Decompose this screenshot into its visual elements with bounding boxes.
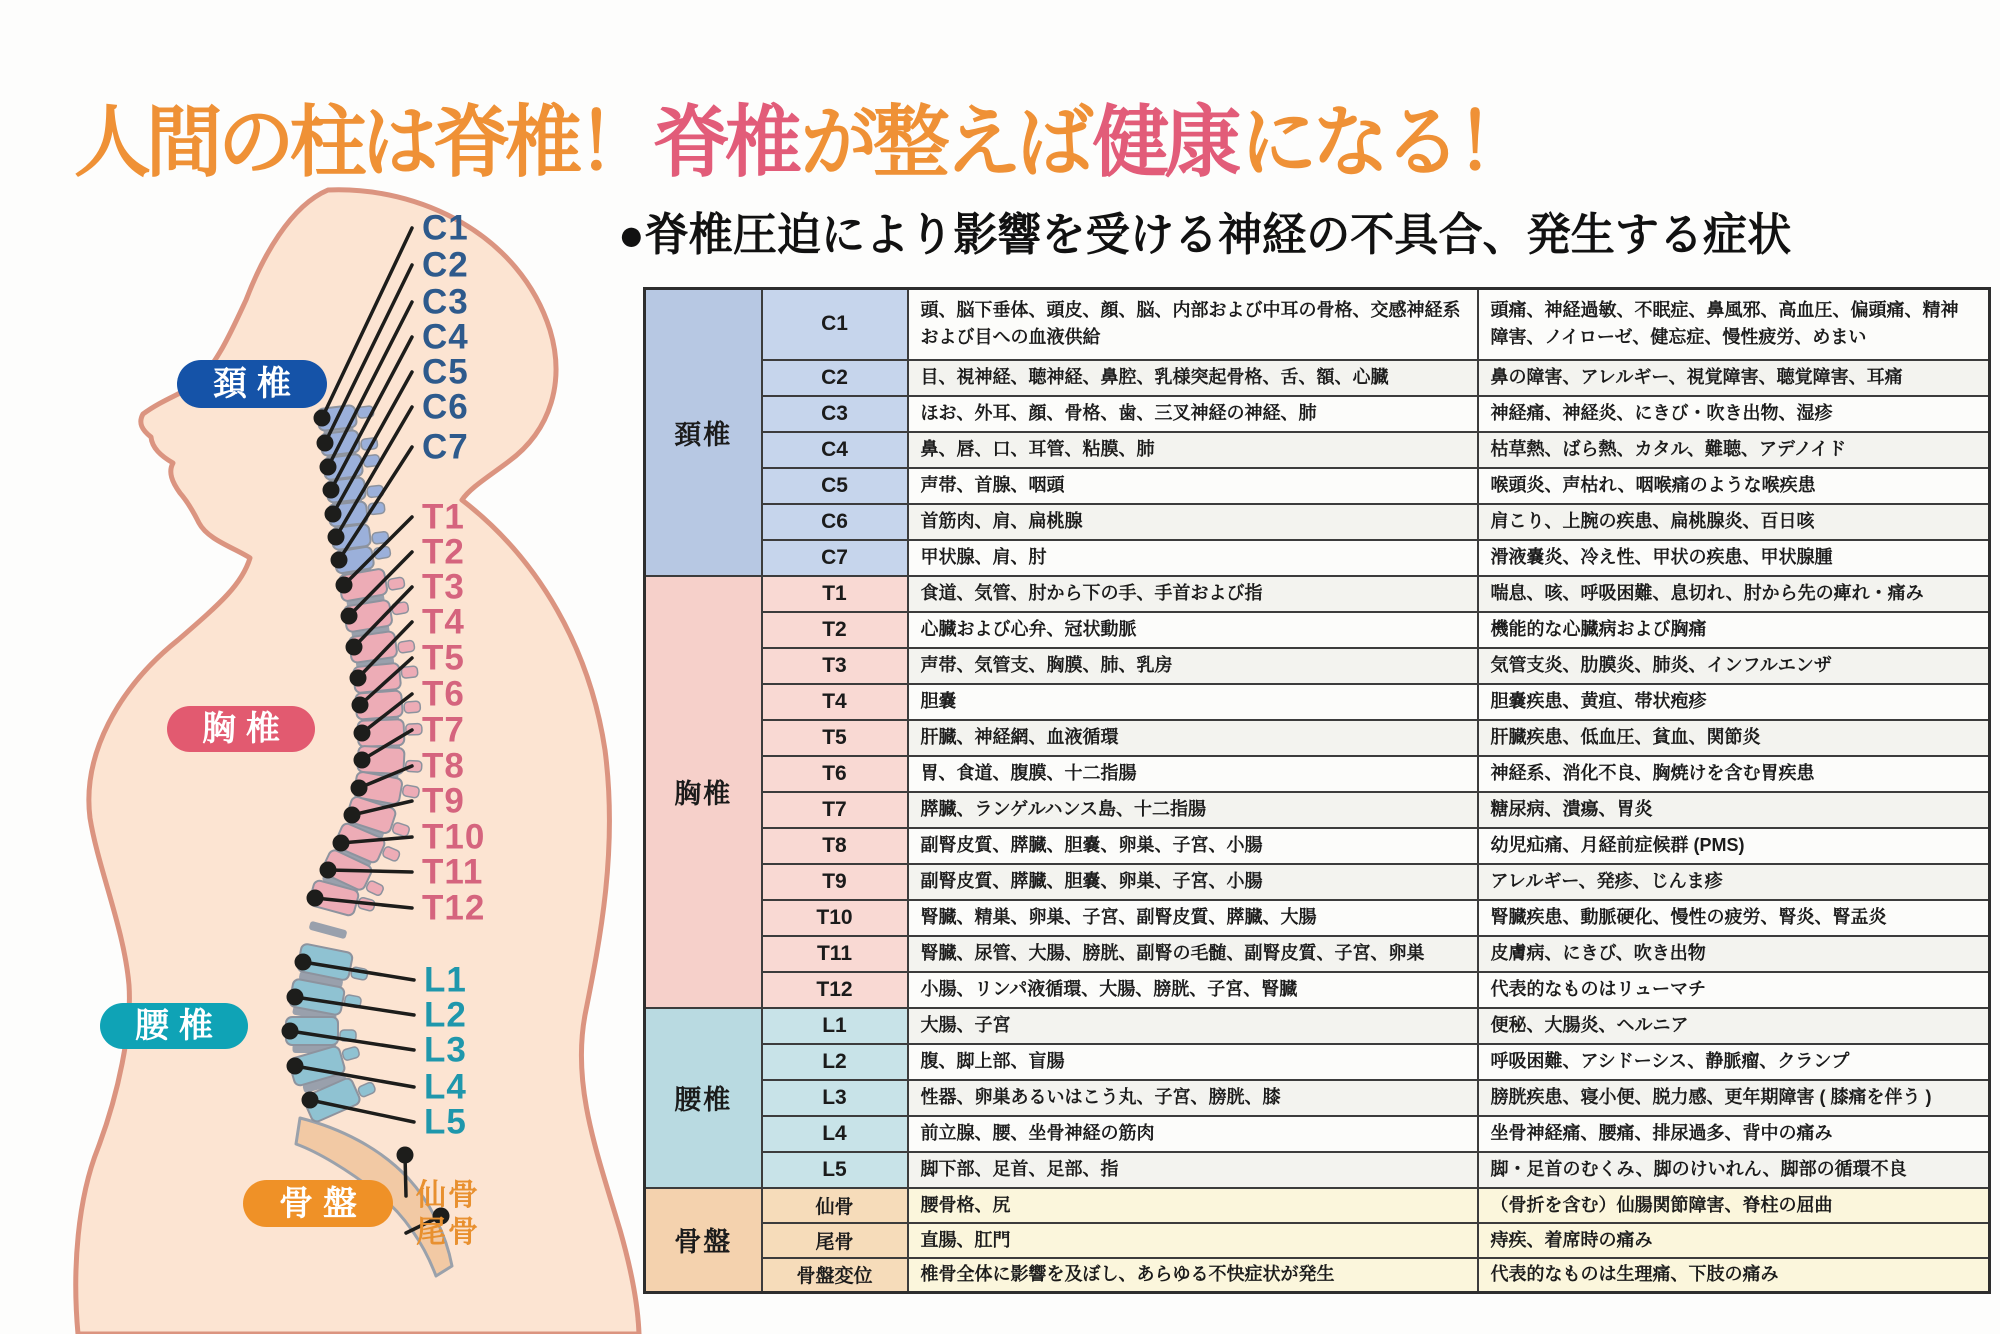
vertebra-cell: L2 [762,1044,908,1080]
vertebra-cell: C7 [762,540,908,576]
symptoms-cell: 膀胱疾患、寝小便、脱力感、更年期障害 ( 膝痛を伴う ) [1478,1080,1990,1116]
vertebra-cell: C1 [762,289,908,360]
areas-cell: 腰骨格、尻 [908,1188,1478,1223]
vertebra-cell: T6 [762,756,908,792]
symptoms-cell: 喉頭炎、声枯れ、咽喉痛のような喉疾患 [1478,468,1990,504]
title-segment: が整えば [800,98,1089,187]
vertebra-label: T8 [422,746,465,786]
table-row [645,612,1990,648]
spine-dot [282,1023,299,1040]
symptoms-cell: 気管支炎、肋膜炎、肺炎、インフルエンザ [1478,648,1990,684]
vertebra-label: T1 [422,497,465,537]
region-pill-lumbar: 腰椎 [100,1003,248,1049]
vertebra-cell: 骨盤変位 [762,1258,908,1293]
symptoms-cell: 代表的なものは生理痛、下肢の痛み [1478,1258,1990,1293]
symptoms-cell: 神経系、消化不良、胸焼けを含む胃疾患 [1478,756,1990,792]
spine-dot [320,459,337,476]
areas-cell: 腎臓、精巣、卵巣、子宮、副腎皮質、膵臓、大腸 [908,900,1478,936]
areas-cell: 食道、気管、肘から下の手、手首および指 [908,576,1478,612]
spine-dot [295,954,312,971]
vertebra-label: C4 [422,317,469,357]
areas-cell: 腹、脚上部、盲腸 [908,1044,1478,1080]
table-row [645,1080,1990,1116]
title-segment: 健康 [1092,98,1237,187]
symptoms-cell: 皮膚病、にきび、吹き出物 [1478,936,1990,972]
vertebra-label: T4 [422,602,465,642]
transverse-process [387,577,405,591]
vertebra-cell: T12 [762,972,908,1008]
table-row [645,972,1990,1008]
vertebra-cell: T5 [762,720,908,756]
table-row [645,396,1990,432]
table-row [645,540,1990,576]
table-row [645,1223,1990,1258]
vertebra-cell: T3 [762,648,908,684]
spine-dot [397,1147,414,1164]
vertebra-label: C2 [422,245,469,285]
symptoms-cell: アレルギー、発疹、じんま疹 [1478,864,1990,900]
areas-cell: 前立腺、腰、坐骨神経の筋肉 [908,1116,1478,1152]
symptoms-cell: 頭痛、神経過敏、不眠症、鼻風邪、高血圧、偏頭痛、精神障害、ノイローゼ、健忘症、慢性疲労、めまい [1478,289,1990,360]
body-silhouette-svg [0,150,660,1334]
spine-dot [323,482,340,499]
symptoms-cell: 神経痛、神経炎、にきび・吹き出物、湿疹 [1478,396,1990,432]
symptoms-cell: （骨折を含む）仙腸関節障害、脊柱の屈曲 [1478,1188,1990,1223]
areas-cell: 声帯、気管支、胸膜、肺、乳房 [908,648,1478,684]
areas-cell: 直腸、肛門 [908,1223,1478,1258]
table-row [645,1152,1990,1188]
spine-dot [302,1092,319,1109]
areas-cell: 副腎皮質、膵臓、胆嚢、卵巣、子宮、小腸 [908,828,1478,864]
areas-cell: 膵臓、ランゲルハンス島、十二指腸 [908,792,1478,828]
vertebra-cell: L5 [762,1152,908,1188]
region-pill-thoracic: 胸椎 [167,706,315,752]
title-segment: になる！ [1240,98,1528,187]
region-pill-pelvis: 骨盤 [243,1180,393,1227]
group-cell: 胸椎 [645,576,762,1008]
table-title: ●脊椎圧迫により影響を受ける神経の不具合、発生する症状 [618,209,1792,260]
areas-cell: 副腎皮質、膵臓、胆嚢、卵巣、子宮、小腸 [908,864,1478,900]
symptoms-cell: 幼児疝痛、月経前症候群 (PMS) [1478,828,1990,864]
spine-dot [314,410,331,427]
areas-cell: 腎臓、尿管、大腸、膀胱、副腎の毛髄、副腎皮質、子宮、卵巣 [908,936,1478,972]
vertebra-label: T12 [422,888,486,928]
symptoms-cell: 胆嚢疾患、黄疸、帯状疱疹 [1478,684,1990,720]
table-row [645,936,1990,972]
areas-cell: 脚下部、足首、足部、指 [908,1152,1478,1188]
spine-dot [317,435,334,452]
vertebra-label: L2 [424,995,467,1035]
transverse-process [398,640,415,653]
table-row [645,504,1990,540]
symptoms-cell: 便秘、大腸炎、ヘルニア [1478,1008,1990,1044]
areas-cell: 小腸、リンパ液循環、大腸、膀胱、子宮、腎臓 [908,972,1478,1008]
vertebra-label: L5 [424,1102,467,1142]
spine-dot [354,725,371,742]
title-segment: 脊椎 [653,98,797,187]
vertebra-cell: C2 [762,360,908,396]
areas-cell: 鼻、唇、口、耳管、粘膜、肺 [908,432,1478,468]
vertebra-label: T9 [422,781,465,821]
transverse-process [402,785,420,799]
spine-dot [354,752,371,769]
spine-dot [344,807,361,824]
table-row [645,468,1990,504]
spine-dot [287,989,304,1006]
vertebra-label: C5 [422,352,469,392]
spine-dot [346,639,363,656]
areas-cell: 肝臓、神経網、血液循環 [908,720,1478,756]
vertebra-cell: C5 [762,468,908,504]
region-pill-cervical: 頚椎 [177,360,327,408]
vertebra-cell: C6 [762,504,908,540]
symptom-table [643,287,1991,1294]
transverse-process [404,701,421,713]
table-row [645,864,1990,900]
areas-cell: 性器、卵巣あるいはこう丸、子宮、膀胱、膝 [908,1080,1478,1116]
spine-dot [350,670,367,687]
title-segment: 人間の柱は脊椎！ [73,98,650,187]
symptoms-cell: 喘息、咳、呼吸困難、息切れ、肘から先の痺れ・痛み [1478,576,1990,612]
spine-dot [325,506,342,523]
table-row [645,684,1990,720]
vertebra-label: T5 [422,638,465,678]
vertebra-cell: 尾骨 [762,1223,908,1258]
spine-dot [333,835,350,852]
spine-dot [287,1058,304,1075]
table-row [645,648,1990,684]
table-row [645,828,1990,864]
spine-dot [341,608,358,625]
symptoms-cell: 肝臓疾患、低血圧、貧血、関節炎 [1478,720,1990,756]
table-row [645,1188,1990,1223]
areas-cell: 椎骨全体に影響を及ぼし、あらゆる不快症状が発生 [908,1258,1478,1293]
symptoms-cell: 糖尿病、潰瘍、胃炎 [1478,792,1990,828]
group-cell: 腰椎 [645,1008,762,1188]
vertebra-cell: L3 [762,1080,908,1116]
vertebra-cell: L4 [762,1116,908,1152]
vertebra-label: C6 [422,387,469,427]
table-row [645,792,1990,828]
areas-cell: 首筋肉、肩、扁桃腺 [908,504,1478,540]
spine-dot [328,529,345,546]
spine-diagram [0,150,660,1334]
vertebra-label: T2 [422,532,465,572]
table-row [645,720,1990,756]
symptom-table-wrap [643,287,1991,1294]
spine-dot [352,697,369,714]
vertebra-cell: T9 [762,864,908,900]
spine-dot [307,890,324,907]
vertebra-cell: T4 [762,684,908,720]
vertebra-label: T11 [422,852,484,892]
vertebra-cell: T1 [762,576,908,612]
spine-dot [336,577,353,594]
symptoms-cell: 鼻の障害、アレルギー、視覚障害、聴覚障害、耳痛 [1478,360,1990,396]
areas-cell: ほお、外耳、顔、骨格、歯、三叉神経の神経、肺 [908,396,1478,432]
vertebra-label: L4 [424,1067,467,1107]
vertebra-cell: L1 [762,1008,908,1044]
areas-cell: 胃、食道、腹膜、十二指腸 [908,756,1478,792]
vertebra-cell: T10 [762,900,908,936]
vertebra-cell: T11 [762,936,908,972]
table-row [645,576,1990,612]
vertebra-label: L3 [424,1030,467,1070]
symptoms-cell: 坐骨神経痛、腰痛、排尿過多、背中の痛み [1478,1116,1990,1152]
areas-cell: 胆嚢 [908,684,1478,720]
symptoms-cell: 滑液嚢炎、冷え性、甲状の疾患、甲状腺腫 [1478,540,1990,576]
vertebra-cell: T7 [762,792,908,828]
symptoms-cell: 肩こり、上腕の疾患、扁桃腺炎、百日咳 [1478,504,1990,540]
areas-cell: 甲状腺、肩、肘 [908,540,1478,576]
vertebra-cell: 仙骨 [762,1188,908,1223]
areas-cell: 目、視神経、聴神経、鼻腔、乳様突起骨格、舌、額、心臓 [908,360,1478,396]
vertebra-label: T10 [422,817,486,857]
vertebra-label: C7 [422,427,469,467]
vertebra-label: T6 [422,674,465,714]
table-row [645,360,1990,396]
table-row [645,432,1990,468]
vertebra-label: C3 [422,282,469,322]
group-cell: 頚椎 [645,289,762,576]
vertebra-cell: C3 [762,396,908,432]
vertebra-label: C1 [422,208,469,248]
areas-cell: 声帯、首腺、咽頭 [908,468,1478,504]
table-row [645,756,1990,792]
group-cell: 骨盤 [645,1188,762,1293]
table-row [645,1044,1990,1080]
areas-cell: 頭、脳下垂体、頭皮、顔、脳、内部および中耳の骨格、交感神経系および目への血液供給 [908,289,1478,360]
spine-dot [331,552,348,569]
vertebra-cell: C4 [762,432,908,468]
leader-line [328,870,412,872]
areas-cell: 心臓および心弁、冠状動脈 [908,612,1478,648]
vertebra-label: T3 [422,567,465,607]
vertebra-cell: T2 [762,612,908,648]
table-row [645,1008,1990,1044]
symptoms-cell: 枯草熱、ばら熱、カタル、難聴、アデノイド [1478,432,1990,468]
symptoms-cell: 脚・足首のむくみ、脚のけいれん、脚部の循環不良 [1478,1152,1990,1188]
vertebra-label: T7 [422,710,465,750]
symptoms-cell: 代表的なものはリューマチ [1478,972,1990,1008]
symptoms-cell: 腎臓疾患、動脈硬化、慢性の疲労、腎炎、腎盂炎 [1478,900,1990,936]
symptoms-cell: 痔疾、着席時の痛み [1478,1223,1990,1258]
table-row [645,900,1990,936]
vertebra-cell: T8 [762,828,908,864]
table-row [645,1116,1990,1152]
vertebra-label: 尾骨 [416,1216,480,1249]
spine-dot [320,862,337,879]
symptoms-cell: 呼吸困難、アシドーシス、静脈瘤、クランプ [1478,1044,1990,1080]
spine-dot [351,780,368,797]
symptoms-cell: 機能的な心臓病および胸痛 [1478,612,1990,648]
vertebra-label: 仙骨 [416,1179,480,1212]
table-row [645,1258,1990,1293]
areas-cell: 大腸、子宮 [908,1008,1478,1044]
vertebra-label: L1 [424,960,467,1000]
table-row [645,289,1990,360]
